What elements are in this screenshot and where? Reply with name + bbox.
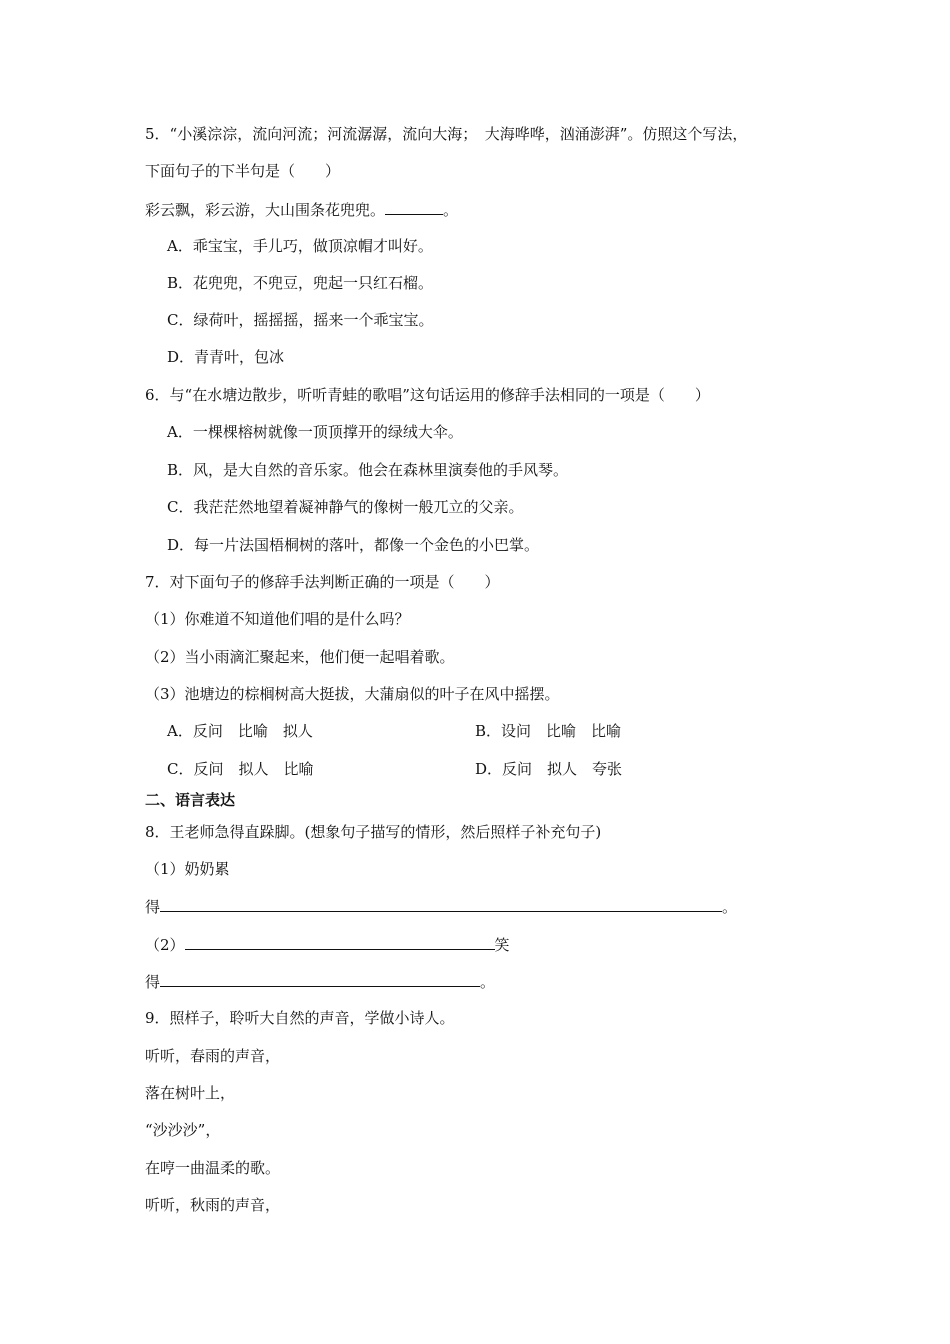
q6-option-a[interactable]: A．一棵棵榕树就像一顶顶撑开的绿绒大伞。 bbox=[167, 423, 463, 441]
q8-item2-subject-blank[interactable] bbox=[185, 934, 495, 950]
q8-stem: 8．王老师急得直跺脚。(想象句子描写的情形，然后照样子补充句子) bbox=[145, 823, 602, 841]
q5-stem-line1: 5．“小溪淙淙，流向河流；河流潺潺，流向大海； 大海哗哗，汹涌澎湃”。仿照这个写法， bbox=[145, 125, 748, 143]
q6-stem: 6．与“在水塘边散步，听听青蛙的歌唱”这句话运用的修辞手法相同的一项是（ ） bbox=[145, 386, 710, 404]
q8-item1-line-end: 。 bbox=[722, 898, 738, 916]
q7-option-b[interactable]: B．设问 比喻 比喻 bbox=[475, 722, 622, 740]
q8-item2-line bbox=[145, 934, 510, 955]
q9-poem-line-5: 听听，秋雨的声音， bbox=[145, 1196, 281, 1214]
q9-poem-line-3: “沙沙沙”， bbox=[145, 1121, 221, 1139]
q5-option-a[interactable]: A．乖宝宝，手儿巧，做顶凉帽才叫好。 bbox=[167, 237, 433, 255]
q9-poem-line-2: 落在树叶上， bbox=[145, 1084, 236, 1102]
q8-item2-answer-blank[interactable] bbox=[160, 971, 480, 987]
q6-option-d[interactable]: D．每一片法国梧桐树的落叶，都像一个金色的小巴掌。 bbox=[167, 536, 540, 554]
q6-option-b[interactable]: B．风，是大自然的音乐家。他会在森林里演奏他的手风琴。 bbox=[167, 461, 569, 479]
q8-item1-answer-blank[interactable] bbox=[160, 896, 722, 912]
q5-sentence bbox=[145, 199, 458, 220]
q5-option-b[interactable]: B．花兜兜，不兜豆，兜起一只红石榴。 bbox=[167, 274, 434, 292]
q5-option-d[interactable]: D．青青叶，包冰 bbox=[167, 348, 285, 366]
q6-option-c[interactable]: C．我茫茫然地望着凝神静气的像树一般兀立的父亲。 bbox=[167, 498, 524, 516]
q8-item1-line bbox=[145, 896, 737, 917]
q5-option-c[interactable]: C．绿荷叶，摇摇摇，摇来一个乖宝宝。 bbox=[167, 311, 434, 329]
q5-stem-line2: 下面句子的下半句是（ ） bbox=[145, 162, 341, 180]
q7-option-d[interactable]: D．反问 拟人 夸张 bbox=[475, 760, 623, 778]
q7-option-c[interactable]: C．反问 拟人 比喻 bbox=[167, 760, 314, 778]
q5-sentence-end: 。 bbox=[443, 201, 459, 219]
q8-item2-continuation bbox=[145, 971, 495, 992]
q8-item2-suffix: 笑 bbox=[494, 936, 510, 954]
q7-option-a[interactable]: A．反问 比喻 拟人 bbox=[167, 722, 313, 740]
q8-item1-line-prefix: 得 bbox=[145, 898, 161, 916]
q9-poem-line-1: 听听，春雨的声音， bbox=[145, 1047, 281, 1065]
q7-item-1: （1）你难道不知道他们唱的是什么吗？ bbox=[145, 610, 410, 628]
q8-item1-prefix: （1）奶奶累 bbox=[145, 860, 230, 878]
q7-item-3: （3）池塘边的棕榈树高大挺拔，大蒲扇似的叶子在风中摇摆。 bbox=[145, 685, 560, 703]
q7-item-2: （2）当小雨滴汇聚起来，他们便一起唱着歌。 bbox=[145, 648, 455, 666]
q8-item2-line-end: 。 bbox=[480, 973, 496, 991]
q8-item2-prefix: （2） bbox=[145, 936, 185, 954]
section-heading: 二、语言表达 bbox=[145, 791, 236, 809]
q5-sentence-text: 彩云飘，彩云游，大山围条花兜兜。 bbox=[145, 201, 386, 219]
q7-stem: 7．对下面句子的修辞手法判断正确的一项是（ ） bbox=[145, 573, 500, 591]
q5-answer-blank[interactable] bbox=[385, 199, 443, 215]
q9-poem-line-4: 在哼一曲温柔的歌。 bbox=[145, 1159, 281, 1177]
q8-item2-line-prefix: 得 bbox=[145, 973, 161, 991]
q9-stem: 9．照样子，聆听大自然的声音，学做小诗人。 bbox=[145, 1009, 455, 1027]
